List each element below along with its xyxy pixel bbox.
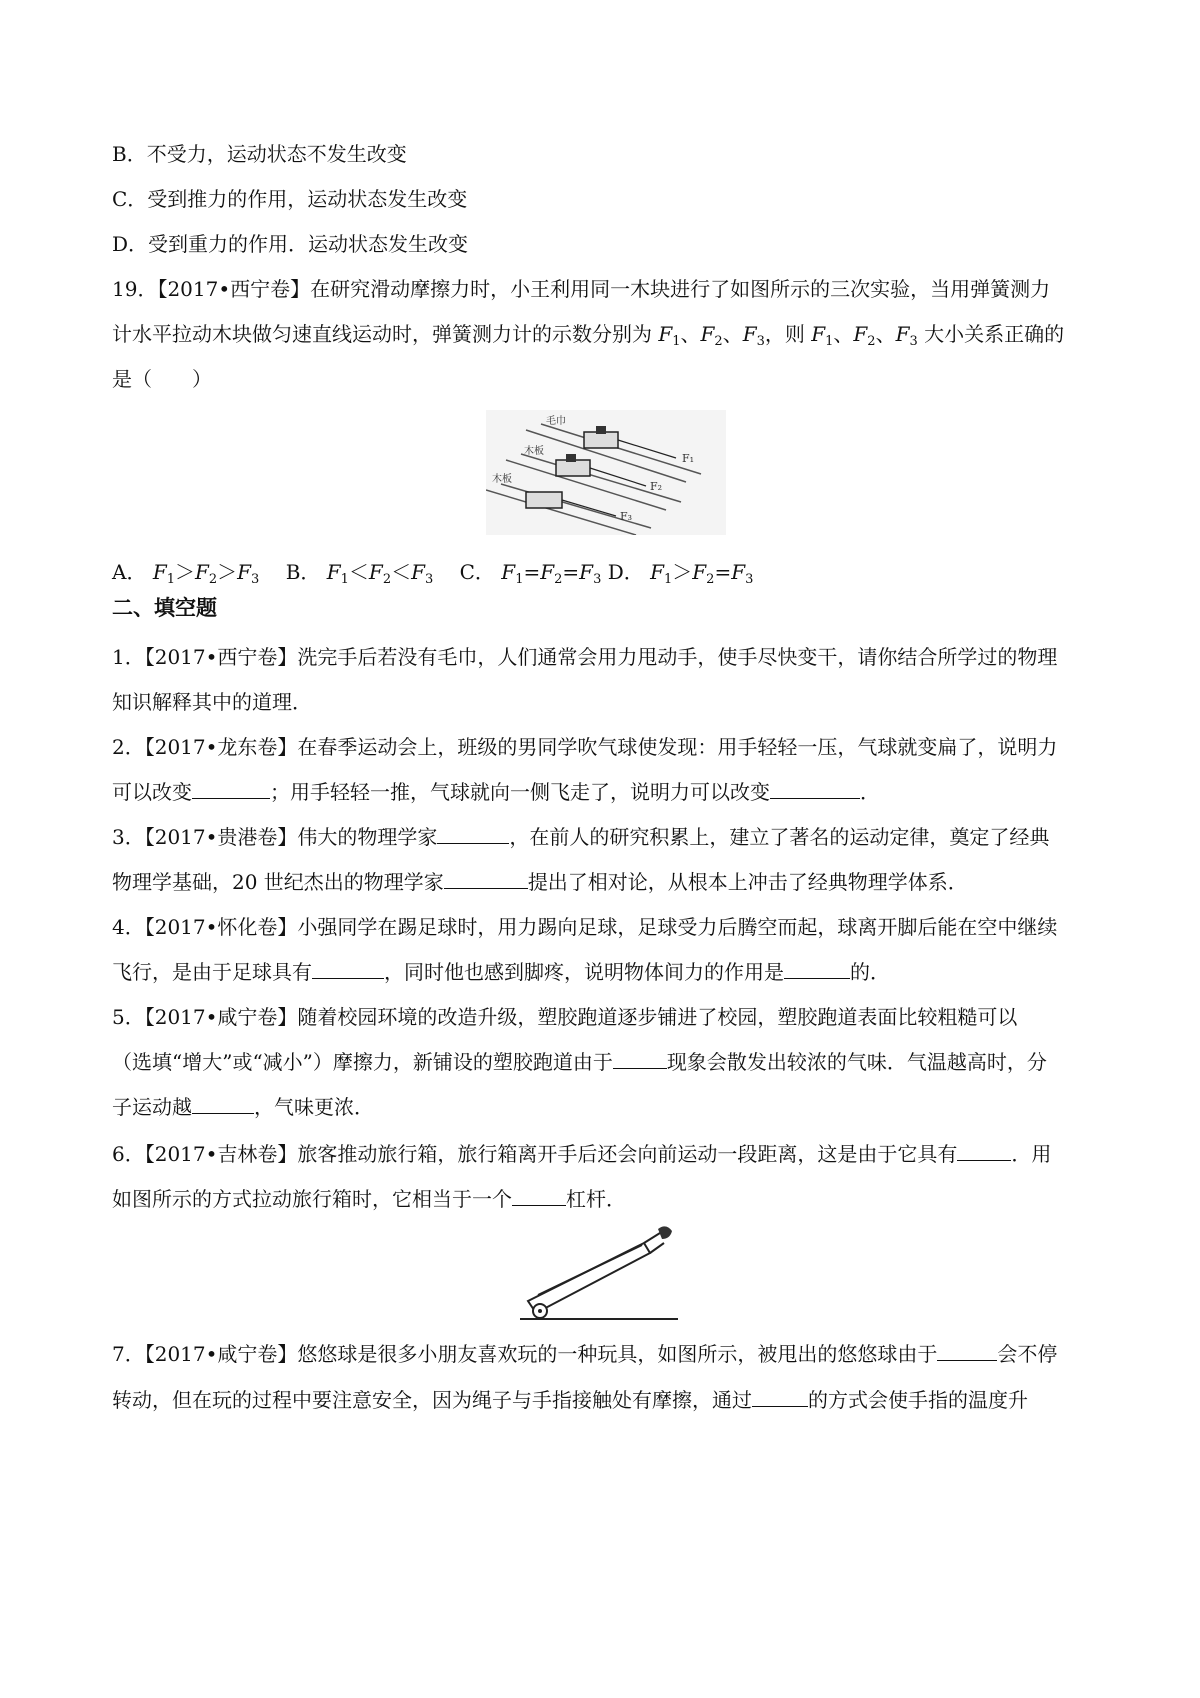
option-d: D．受到重力的作用．运动状态发生改变 [112,232,469,256]
answer-blank[interactable] [937,1342,997,1361]
label-f1: F₁ [682,452,695,465]
answer-blank[interactable] [957,1142,1011,1161]
q19-line2: 计水平拉动木块做匀速直线运动时，弹簧测力计的示数分别为 $F_1$、$F_2$、$F_3$，则 $F_1$、$F_2$、$F_3$ 大小关系正确的 [112,322,1065,349]
fb-q6-line1: 6．【2017•吉林卷】旅客推动旅行箱，旅行箱离开手后还会向前运动一段距离，这是由于它具有 ．用 [112,1142,1052,1166]
fb-q7-line2: 转动，但在玩的过程中要注意安全，因为绳子与手指接触处有摩擦，通过 的方式会使手指的温度升 [112,1388,1028,1412]
fb-q4-line1: 4．【2017•怀化卷】小强同学在踢足球时，用力踢向足球，足球受力后腾空而起，球离开脚后能在空中继续 [112,915,1058,939]
fb-q3-line2: 物理学基础，20 世纪杰出的物理学家 提出了相对论，从根本上冲击了经典物理学体系． [112,870,968,894]
fb-q5-line1: 5．【2017•咸宁卷】随着校园环境的改造升级，塑胶跑道逐步铺进了校园，塑胶跑道表面比较粗糙可以 [112,1005,1018,1029]
answer-blank[interactable] [784,960,850,979]
fb-q6-line2: 如图所示的方式拉动旅行箱时，它相当于一个 杠杆． [112,1187,626,1211]
answer-blank[interactable] [437,825,509,844]
fb-q3-line1: 3．【2017•贵港卷】伟大的物理学家 ，在前人的研究积累上，建立了著名的运动定律，奠定了经典 [112,825,1050,849]
answer-blank[interactable] [613,1050,667,1069]
label-f2: F₂ [650,480,663,493]
fb-q7-line1: 7．【2017•咸宁卷】悠悠球是很多小朋友喜欢玩的一种玩具，如图所示，被甩出的悠悠球由于 会不停 [112,1342,1058,1366]
label-board-2: 木板 [492,474,512,485]
answer-blank[interactable] [512,1187,566,1206]
answer-blank[interactable] [444,870,528,889]
friction-experiment-figure [486,410,726,535]
fb-q2-line1: 2．【2017•龙东卷】在春季运动会上，班级的男同学吹气球使发现：用手轻轻一压，气球就变扁了，说明力 [112,735,1058,759]
fb-q2-line2: 可以改变 ；用手轻轻一推，气球就向一侧飞走了，说明力可以改变 ． [112,780,880,804]
q19-line3: 是（ ） [112,367,212,391]
option-b: B．不受力，运动状态不发生改变 [112,142,407,166]
suitcase-lever-figure [520,1225,685,1325]
answer-blank[interactable] [312,960,384,979]
fb-q4-line2: 飞行，是由于足球具有 ，同时他也感到脚疼，说明物体间力的作用是 的． [112,960,890,984]
label-f3: F₃ [620,510,633,523]
section-heading: 二、填空题 [112,596,217,620]
label-board-1: 木板 [524,446,544,457]
label-towel: 毛巾 [546,416,566,427]
fb-q1-line1: 1．【2017•西宁卷】洗完手后若没有毛巾，人们通常会用力甩动手，使手尽快变干，请你结合所学过的物理 [112,645,1058,669]
answer-blank[interactable] [752,1388,808,1407]
answer-blank[interactable] [192,1095,254,1114]
fb-q5-line3: 子运动越 ，气味更浓． [112,1095,374,1119]
fb-q1-line2: 知识解释其中的道理． [112,690,312,714]
q19-line1: 19．【2017•西宁卷】在研究滑动摩擦力时，小王利用同一木块进行了如图所示的三次实验，当用弹簧测力 [112,277,1051,301]
answer-blank[interactable] [192,780,270,799]
q19-answers: A． $F_1>F_2>F_3$ B． $F_1<F_2<F_3$ C． $F_1=F_2=F_3$ D． $F_1>F_2=F_3$ [112,560,754,587]
answer-blank[interactable] [770,780,860,799]
option-c: C．受到推力的作用，运动状态发生改变 [112,187,468,211]
fb-q5-line2: （选填“增大”或“减小”）摩擦力，新铺设的塑胶跑道由于 现象会散发出较浓的气味．气温越高时，分 [112,1050,1047,1074]
